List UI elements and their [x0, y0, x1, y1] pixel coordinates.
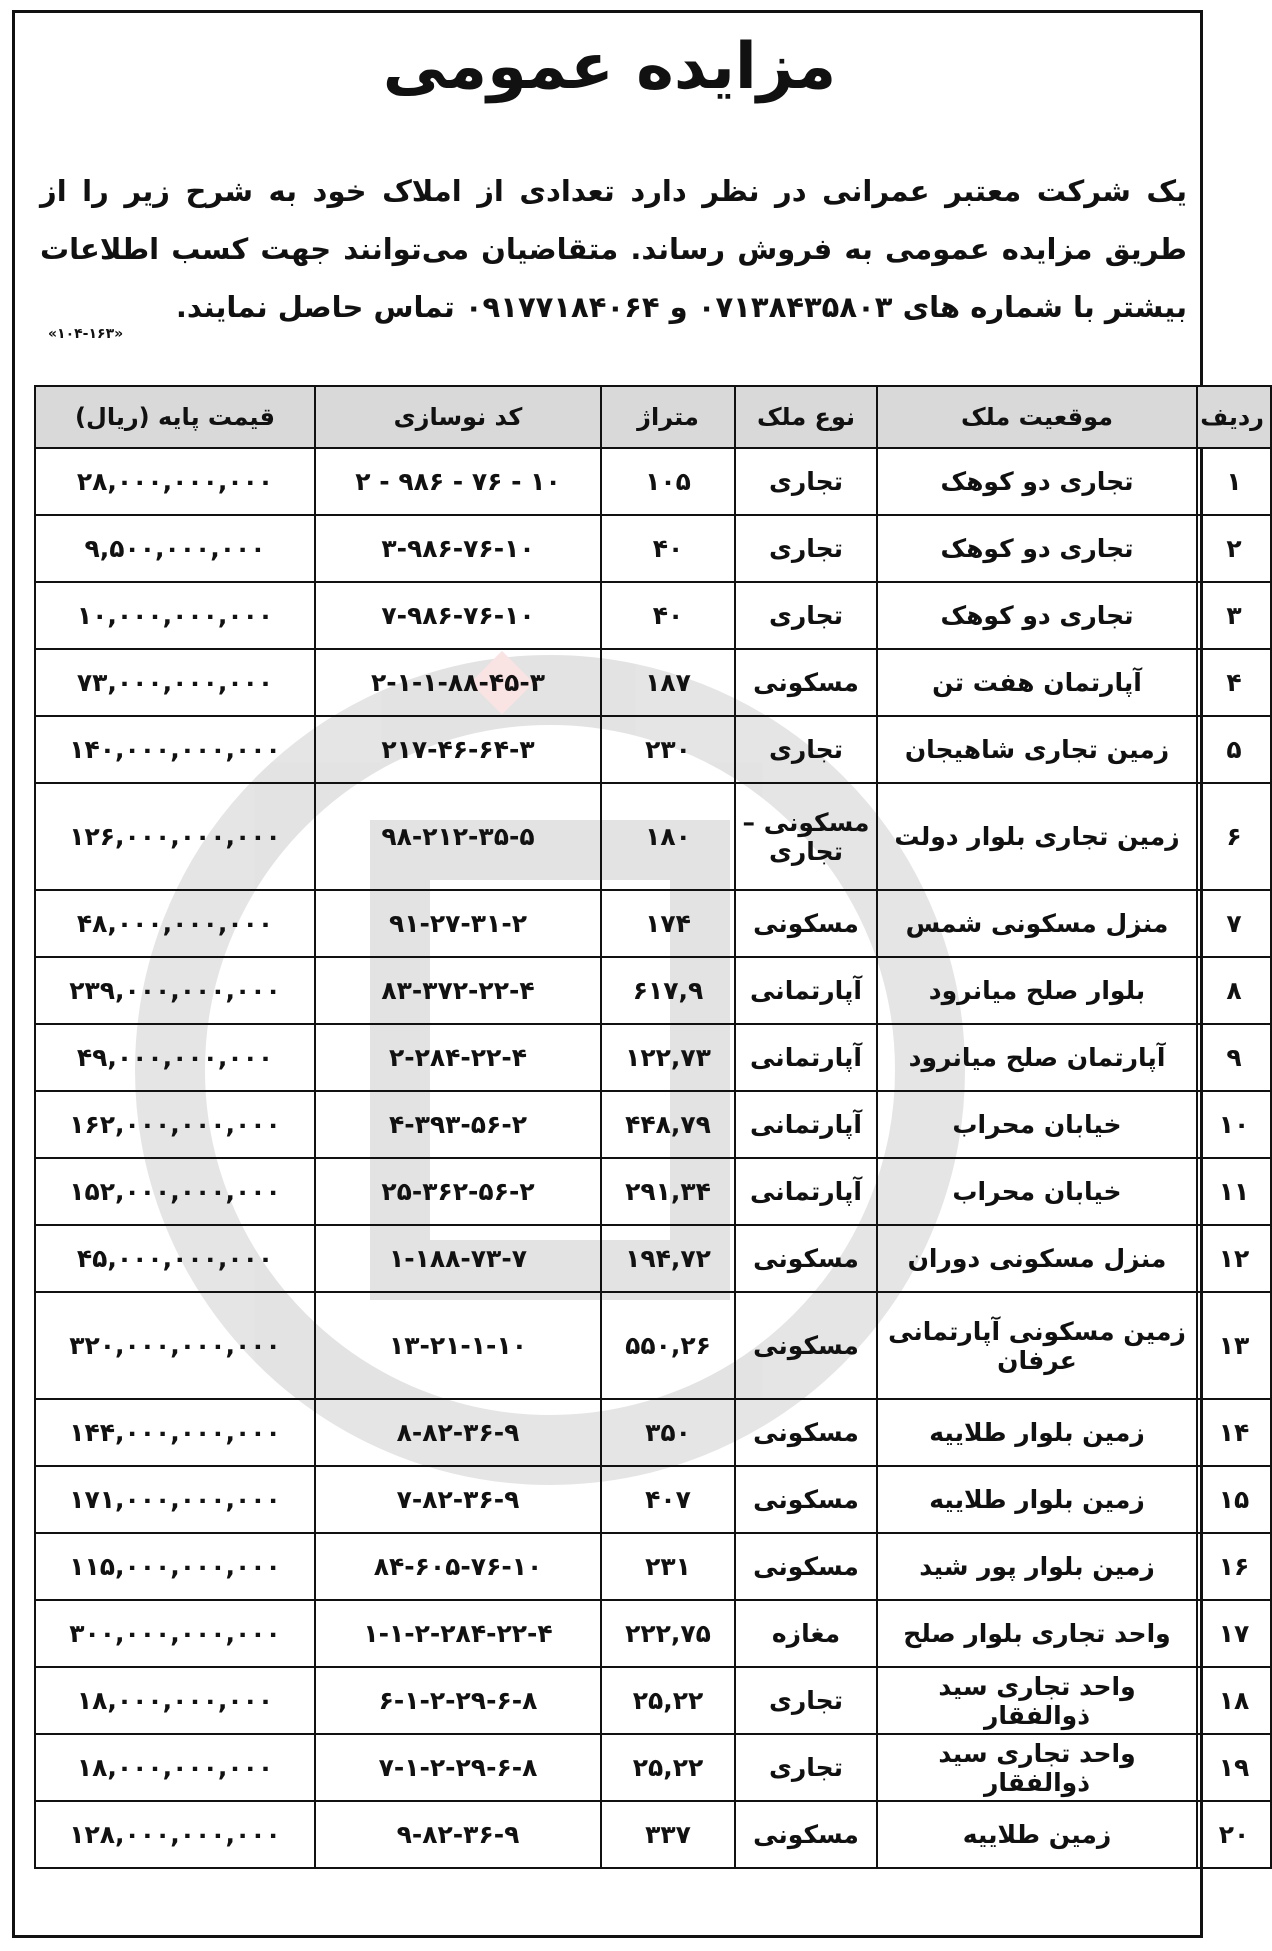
cell-renovation-code: ۴-۳۹۳-۵۶-۲ — [315, 1091, 601, 1158]
cell-property-type: مسکونی – تجاری — [735, 783, 877, 890]
cell-row-number: ۸ — [1197, 957, 1271, 1024]
cell-row-number: ۱۲ — [1197, 1225, 1271, 1292]
cell-base-price: ۹,۵۰۰,۰۰۰,۰۰۰ — [35, 515, 315, 582]
ad-intro-text: یک شرکت معتبر عمرانی در نظر دارد تعدادی از املاک خود به شرح زیر را از طریق مزایده عمومی به فروش رساند. متقاضیان می‌توانند جهت کسب اطلاعات بیشتر با شماره های ۰۷۱۳۸۴۳۵۸۰۳ و ۰۹۱۷۷۱۸۴۰۶۴ تماس حاصل نمایند. — [40, 174, 1187, 324]
cell-location: زمین بلوار طلاییه — [877, 1466, 1197, 1533]
cell-base-price: ۱۰,۰۰۰,۰۰۰,۰۰۰ — [35, 582, 315, 649]
cell-property-type: مغازه — [735, 1600, 877, 1667]
cell-renovation-code: ۱-۱-۲-۲۸۴-۲۲-۴ — [315, 1600, 601, 1667]
cell-base-price: ۱۲۸,۰۰۰,۰۰۰,۰۰۰ — [35, 1801, 315, 1868]
cell-row-number: ۱۹ — [1197, 1734, 1271, 1801]
table-row — [35, 1466, 1271, 1533]
cell-location: زمین بلوار پور شید — [877, 1533, 1197, 1600]
cell-base-price: ۴۸,۰۰۰,۰۰۰,۰۰۰ — [35, 890, 315, 957]
cell-property-type: آپارتمانی — [735, 1158, 877, 1225]
cell-property-type: مسکونی — [735, 1399, 877, 1466]
cell-row-number: ۵ — [1197, 716, 1271, 783]
cell-location: واحد تجاری بلوار صلح — [877, 1600, 1197, 1667]
cell-row-number: ۱۰ — [1197, 1091, 1271, 1158]
table-row — [35, 783, 1271, 890]
cell-property-type: مسکونی — [735, 1225, 877, 1292]
table-row — [35, 1158, 1271, 1225]
cell-renovation-code: ۲۱۷-۴۶-۶۴-۳ — [315, 716, 601, 783]
cell-row-number: ۱۵ — [1197, 1466, 1271, 1533]
table-row — [35, 1734, 1271, 1801]
cell-location: زمین طلاییه — [877, 1801, 1197, 1868]
table-row — [35, 1399, 1271, 1466]
cell-property-type: مسکونی — [735, 1466, 877, 1533]
auction-table — [34, 385, 1272, 1869]
cell-renovation-code: ۸-۸۲-۳۶-۹ — [315, 1399, 601, 1466]
table-row — [35, 1225, 1271, 1292]
cell-area: ۱۸۰ — [601, 783, 735, 890]
cell-location: خیابان محراب — [877, 1158, 1197, 1225]
ad-reference-code: «۱۰۴-۱۶۳» — [48, 326, 124, 342]
cell-location: تجاری دو کوهک — [877, 448, 1197, 515]
header-renovation-code: کد نوسازی — [315, 386, 601, 448]
cell-row-number: ۲۰ — [1197, 1801, 1271, 1868]
cell-area: ۱۸۷ — [601, 649, 735, 716]
cell-area: ۳۳۷ — [601, 1801, 735, 1868]
cell-base-price: ۲۸,۰۰۰,۰۰۰,۰۰۰ — [35, 448, 315, 515]
ad-title: مزایده عمومی — [382, 30, 837, 104]
cell-row-number: ۱۱ — [1197, 1158, 1271, 1225]
cell-property-type: تجاری — [735, 515, 877, 582]
table-row — [35, 1024, 1271, 1091]
header-row-number: ردیف — [1197, 386, 1271, 448]
table-row — [35, 515, 1271, 582]
cell-area: ۴۴۸,۷۹ — [601, 1091, 735, 1158]
cell-location: آپارتمان صلح میانرود — [877, 1024, 1197, 1091]
cell-area: ۲۲۲,۷۵ — [601, 1600, 735, 1667]
cell-area: ۱۹۴,۷۲ — [601, 1225, 735, 1292]
cell-area: ۲۳۰ — [601, 716, 735, 783]
cell-property-type: تجاری — [735, 582, 877, 649]
cell-property-type: تجاری — [735, 448, 877, 515]
cell-property-type: مسکونی — [735, 649, 877, 716]
cell-renovation-code: ۹-۸۲-۳۶-۹ — [315, 1801, 601, 1868]
table-row — [35, 1667, 1271, 1734]
table-row — [35, 448, 1271, 515]
cell-row-number: ۱۶ — [1197, 1533, 1271, 1600]
cell-row-number: ۶ — [1197, 783, 1271, 890]
cell-base-price: ۴۹,۰۰۰,۰۰۰,۰۰۰ — [35, 1024, 315, 1091]
cell-renovation-code: ۲ - ۹۸۶ - ۷۶ - ۱۰ — [315, 448, 601, 515]
cell-renovation-code: ۷-۹۸۶-۷۶-۱۰ — [315, 582, 601, 649]
cell-renovation-code: ۷-۸۲-۳۶-۹ — [315, 1466, 601, 1533]
cell-renovation-code: ۹۱-۲۷-۳۱-۲ — [315, 890, 601, 957]
cell-property-type: مسکونی — [735, 1801, 877, 1868]
header-property-type: نوع ملک — [735, 386, 877, 448]
cell-area: ۴۰۷ — [601, 1466, 735, 1533]
cell-location: زمین بلوار طلاییه — [877, 1399, 1197, 1466]
cell-location: خیابان محراب — [877, 1091, 1197, 1158]
cell-area: ۲۵,۲۲ — [601, 1734, 735, 1801]
cell-base-price: ۱۱۵,۰۰۰,۰۰۰,۰۰۰ — [35, 1533, 315, 1600]
table-row — [35, 1091, 1271, 1158]
cell-area: ۲۵,۲۲ — [601, 1667, 735, 1734]
cell-renovation-code: ۶-۱-۲-۲۹-۶-۸ — [315, 1667, 601, 1734]
cell-row-number: ۷ — [1197, 890, 1271, 957]
table-header-row — [35, 386, 1271, 448]
cell-base-price: ۲۳۹,۰۰۰,۰۰۰,۰۰۰ — [35, 957, 315, 1024]
cell-row-number: ۱۴ — [1197, 1399, 1271, 1466]
cell-property-type: آپارتمانی — [735, 957, 877, 1024]
table-row — [35, 582, 1271, 649]
cell-area: ۳۵۰ — [601, 1399, 735, 1466]
cell-area: ۲۳۱ — [601, 1533, 735, 1600]
cell-base-price: ۳۰۰,۰۰۰,۰۰۰,۰۰۰ — [35, 1600, 315, 1667]
cell-location: زمین تجاری بلوار دولت — [877, 783, 1197, 890]
cell-location: بلوار صلح میانرود — [877, 957, 1197, 1024]
cell-location: زمین تجاری شاهیجان — [877, 716, 1197, 783]
table-row — [35, 890, 1271, 957]
cell-location: آپارتمان هفت تن — [877, 649, 1197, 716]
cell-base-price: ۴۵,۰۰۰,۰۰۰,۰۰۰ — [35, 1225, 315, 1292]
cell-base-price: ۱۸,۰۰۰,۰۰۰,۰۰۰ — [35, 1667, 315, 1734]
cell-row-number: ۱ — [1197, 448, 1271, 515]
cell-location: زمین مسکونی آپارتمانی عرفان — [877, 1292, 1197, 1399]
cell-property-type: آپارتمانی — [735, 1024, 877, 1091]
cell-property-type: مسکونی — [735, 1533, 877, 1600]
cell-renovation-code: ۹۸-۲۱۲-۳۵-۵ — [315, 783, 601, 890]
cell-property-type: مسکونی — [735, 1292, 877, 1399]
cell-area: ۴۰ — [601, 582, 735, 649]
table-row — [35, 1533, 1271, 1600]
cell-property-type: تجاری — [735, 716, 877, 783]
cell-location: منزل مسکونی دوران — [877, 1225, 1197, 1292]
cell-area: ۱۷۴ — [601, 890, 735, 957]
cell-base-price: ۱۴۰,۰۰۰,۰۰۰,۰۰۰ — [35, 716, 315, 783]
cell-property-type: مسکونی — [735, 890, 877, 957]
cell-base-price: ۱۲۶,۰۰۰,۰۰۰,۰۰۰ — [35, 783, 315, 890]
table-row — [35, 1801, 1271, 1868]
cell-location: تجاری دو کوهک — [877, 515, 1197, 582]
cell-location: تجاری دو کوهک — [877, 582, 1197, 649]
table-row — [35, 1292, 1271, 1399]
cell-row-number: ۲ — [1197, 515, 1271, 582]
cell-row-number: ۳ — [1197, 582, 1271, 649]
cell-area: ۴۰ — [601, 515, 735, 582]
cell-renovation-code: ۷-۱-۲-۲۹-۶-۸ — [315, 1734, 601, 1801]
cell-renovation-code: ۳-۹۸۶-۷۶-۱۰ — [315, 515, 601, 582]
cell-renovation-code: ۲-۱-۱-۸۸-۴۵-۳ — [315, 649, 601, 716]
cell-base-price: ۳۲۰,۰۰۰,۰۰۰,۰۰۰ — [35, 1292, 315, 1399]
cell-area: ۲۹۱,۳۴ — [601, 1158, 735, 1225]
cell-renovation-code: ۸۳-۳۷۲-۲۲-۴ — [315, 957, 601, 1024]
cell-location: واحد تجاری سید ذوالفقار — [877, 1667, 1197, 1734]
cell-base-price: ۱۴۴,۰۰۰,۰۰۰,۰۰۰ — [35, 1399, 315, 1466]
header-location: موقعیت ملک — [877, 386, 1197, 448]
cell-base-price: ۱۵۲,۰۰۰,۰۰۰,۰۰۰ — [35, 1158, 315, 1225]
cell-row-number: ۱۷ — [1197, 1600, 1271, 1667]
cell-area: ۶۱۷,۹ — [601, 957, 735, 1024]
cell-area: ۱۲۲,۷۳ — [601, 1024, 735, 1091]
cell-base-price: ۱۷۱,۰۰۰,۰۰۰,۰۰۰ — [35, 1466, 315, 1533]
cell-base-price: ۷۳,۰۰۰,۰۰۰,۰۰۰ — [35, 649, 315, 716]
cell-area: ۱۰۵ — [601, 448, 735, 515]
cell-location: واحد تجاری سید ذوالفقار — [877, 1734, 1197, 1801]
cell-property-type: تجاری — [735, 1667, 877, 1734]
cell-renovation-code: ۱-۱۸۸-۷۳-۷ — [315, 1225, 601, 1292]
cell-property-type: تجاری — [735, 1734, 877, 1801]
header-base-price: قیمت پایه (ریال) — [35, 386, 315, 448]
cell-renovation-code: ۲-۲۸۴-۲۲-۴ — [315, 1024, 601, 1091]
cell-area: ۵۵۰,۲۶ — [601, 1292, 735, 1399]
table-row — [35, 1600, 1271, 1667]
cell-location: منزل مسکونی شمس — [877, 890, 1197, 957]
table-row — [35, 716, 1271, 783]
cell-base-price: ۱۶۲,۰۰۰,۰۰۰,۰۰۰ — [35, 1091, 315, 1158]
cell-row-number: ۱۳ — [1197, 1292, 1271, 1399]
cell-renovation-code: ۱۳-۲۱-۱-۱۰ — [315, 1292, 601, 1399]
header-area: متراژ — [601, 386, 735, 448]
table-row — [35, 957, 1271, 1024]
cell-renovation-code: ۸۴-۶۰۵-۷۶-۱۰ — [315, 1533, 601, 1600]
cell-renovation-code: ۲۵-۳۶۲-۵۶-۲ — [315, 1158, 601, 1225]
table-row — [35, 649, 1271, 716]
cell-row-number: ۹ — [1197, 1024, 1271, 1091]
cell-base-price: ۱۸,۰۰۰,۰۰۰,۰۰۰ — [35, 1734, 315, 1801]
cell-row-number: ۴ — [1197, 649, 1271, 716]
cell-property-type: آپارتمانی — [735, 1091, 877, 1158]
cell-row-number: ۱۸ — [1197, 1667, 1271, 1734]
